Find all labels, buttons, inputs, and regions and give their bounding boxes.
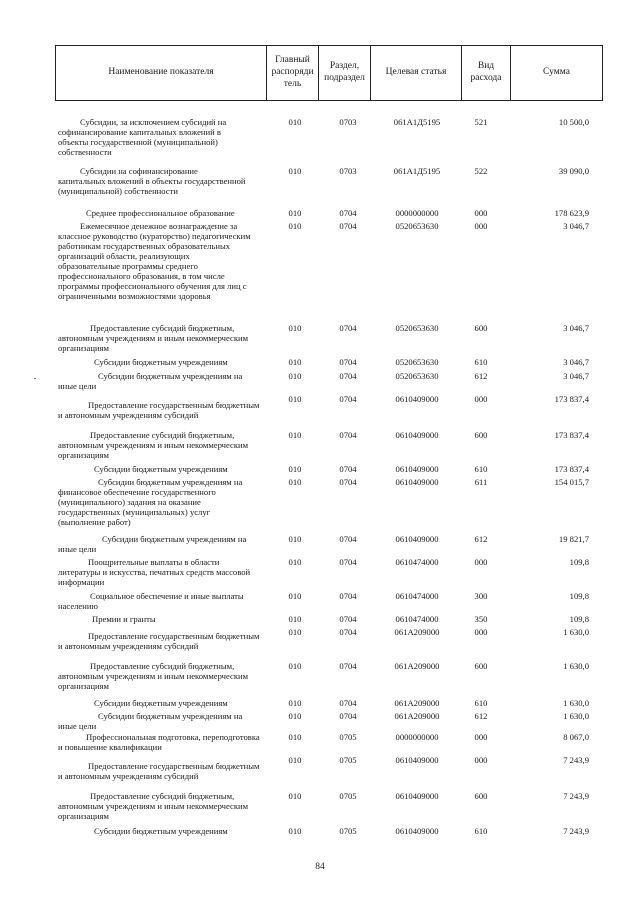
row-glavny: 010 bbox=[288, 166, 302, 176]
row-summa: 7 243,9 bbox=[563, 826, 589, 836]
row-celevaya: 0520653630 bbox=[395, 221, 439, 231]
row-summa: 173 837,4 bbox=[554, 430, 589, 440]
row-celevaya: 0610409000 bbox=[395, 755, 439, 765]
row-vid: 610 bbox=[474, 357, 488, 367]
row-glavny: 010 bbox=[288, 614, 302, 624]
row-glavny: 010 bbox=[288, 732, 302, 742]
row-summa: 1 630,0 bbox=[563, 711, 589, 721]
row-vid: 612 bbox=[474, 371, 488, 381]
row-vid: 600 bbox=[474, 323, 488, 333]
row-name: Предоставление субсидий бюджетным, автономным учреждениям и иным некоммерческим организациям bbox=[58, 430, 249, 460]
row-razdel: 0704 bbox=[339, 208, 357, 218]
row-name: Субсидии бюджетным учреждениям bbox=[94, 464, 228, 474]
row-summa: 3 046,7 bbox=[563, 221, 589, 231]
header-summa: Сумма bbox=[543, 67, 570, 78]
row-name: Субсидии, за исключением субсидий на софинансирование капитальных вложений в объекты государственной (муниципальной) собственности bbox=[58, 117, 227, 157]
header-glavny: Главный распоряди тель bbox=[267, 46, 319, 100]
row-glavny: 010 bbox=[288, 464, 302, 474]
row-razdel: 0704 bbox=[339, 323, 357, 333]
row-celevaya: 0610409000 bbox=[395, 430, 439, 440]
row-summa: 173 837,4 bbox=[554, 464, 589, 474]
row-glavny: 010 bbox=[288, 661, 302, 671]
row-summa: 109,8 bbox=[569, 614, 589, 624]
row-vid: 600 bbox=[474, 791, 488, 801]
row-glavny: 010 bbox=[288, 477, 302, 487]
row-celevaya: 0610409000 bbox=[395, 826, 439, 836]
row-celevaya: 0520653630 bbox=[395, 357, 439, 367]
row-name: Профессиональная подготовка, переподготовка и повышение квалификации bbox=[58, 732, 260, 752]
row-glavny: 010 bbox=[288, 534, 302, 544]
row-glavny: 010 bbox=[288, 221, 302, 231]
row-vid: 000 bbox=[474, 627, 488, 637]
row-razdel: 0703 bbox=[339, 166, 357, 176]
row-name: Субсидии бюджетным учреждениям bbox=[94, 826, 228, 836]
header-name: Наименование показателя bbox=[56, 46, 267, 100]
row-razdel: 0704 bbox=[339, 534, 357, 544]
row-razdel: 0705 bbox=[339, 732, 357, 742]
row-summa: 3 046,7 bbox=[563, 357, 589, 367]
row-vid: 600 bbox=[474, 661, 488, 671]
row-name: Предоставление субсидий бюджетным, автономным учреждениям и иным некоммерческим организациям bbox=[58, 323, 249, 353]
row-celevaya: 0610409000 bbox=[395, 464, 439, 474]
row-razdel: 0704 bbox=[339, 661, 357, 671]
row-name: Предоставление субсидий бюджетным, автономным учреждениям и иным некоммерческим организациям bbox=[58, 661, 249, 691]
row-celevaya: 0610474000 bbox=[395, 557, 439, 567]
row-razdel: 0705 bbox=[339, 791, 357, 801]
row-name: Субсидии бюджетным учреждениям на иные цели bbox=[58, 534, 247, 554]
row-glavny: 010 bbox=[288, 791, 302, 801]
row-celevaya: 0610409000 bbox=[395, 477, 439, 487]
row-name: Субсидии на софинансирование капитальных вложений в объекты государственной (муниципальной) собственности bbox=[58, 166, 246, 196]
row-celevaya: 061А1Д5195 bbox=[393, 166, 441, 176]
row-razdel: 0704 bbox=[339, 711, 357, 721]
page-number: 84 bbox=[315, 862, 325, 872]
row-summa: 1 630,0 bbox=[563, 661, 589, 671]
row-razdel: 0704 bbox=[339, 614, 357, 624]
row-razdel: 0704 bbox=[339, 557, 357, 567]
row-summa: 173 837,4 bbox=[554, 394, 589, 404]
header-celevaya: Целевая статья bbox=[371, 46, 462, 100]
row-vid: 610 bbox=[474, 698, 488, 708]
row-celevaya: 061А209000 bbox=[394, 711, 440, 721]
row-razdel: 0704 bbox=[339, 394, 357, 404]
row-vid: 521 bbox=[474, 117, 488, 127]
row-name: Ежемесячное денежное вознаграждение за классное руководство (кураторство) педагогическим работникам государственных образовательных организаций области, реализующих образовательные программы среднего профессионального образования, в том числе программы профессионального обучения для лиц с ограниченными возможностями здоровья bbox=[58, 221, 251, 301]
scan-speck bbox=[34, 378, 36, 379]
row-razdel: 0704 bbox=[339, 698, 357, 708]
row-celevaya: 0610409000 bbox=[395, 534, 439, 544]
row-name: Среднее профессиональное образование bbox=[86, 208, 235, 218]
row-glavny: 010 bbox=[288, 591, 302, 601]
row-celevaya: 061А209000 bbox=[394, 698, 440, 708]
row-summa: 39 090,0 bbox=[558, 166, 589, 176]
row-glavny: 010 bbox=[288, 627, 302, 637]
row-summa: 109,8 bbox=[569, 591, 589, 601]
row-name: Социальное обеспечение и иные выплаты населению bbox=[58, 591, 244, 611]
row-glavny: 010 bbox=[288, 755, 302, 765]
row-glavny: 010 bbox=[288, 117, 302, 127]
row-vid: 350 bbox=[474, 614, 488, 624]
row-celevaya: 0520653630 bbox=[395, 323, 439, 333]
row-vid: 610 bbox=[474, 464, 488, 474]
row-vid: 522 bbox=[474, 166, 488, 176]
header-vid: Вид расхода bbox=[462, 46, 511, 100]
row-celevaya: 061А1Д5195 bbox=[393, 117, 441, 127]
row-name: Субсидии бюджетным учреждениям bbox=[94, 698, 228, 708]
row-glavny: 010 bbox=[288, 394, 302, 404]
row-glavny: 010 bbox=[288, 826, 302, 836]
row-razdel: 0703 bbox=[339, 117, 357, 127]
row-summa: 154 015,7 bbox=[554, 477, 589, 487]
row-summa: 178 623,9 bbox=[554, 208, 589, 218]
row-summa: 1 630,0 bbox=[563, 627, 589, 637]
row-name: Субсидии бюджетным учреждениям на финансовое обеспечение государственного (муниципального) задания на оказание государственных (муниципальных) услуг (выполнение работ) bbox=[58, 477, 243, 527]
row-celevaya: 061А209000 bbox=[394, 627, 440, 637]
row-razdel: 0704 bbox=[339, 477, 357, 487]
row-vid: 300 bbox=[474, 591, 488, 601]
row-name: Предоставление государственным бюджетным и автономным учреждениям субсидий bbox=[58, 761, 260, 781]
row-name: Субсидии бюджетным учреждениям на иные цели bbox=[58, 371, 243, 391]
row-vid: 000 bbox=[474, 394, 488, 404]
row-summa: 3 046,7 bbox=[563, 371, 589, 381]
row-name: Поощрительные выплаты в области литературы и искусства, печатных средств массовой информации bbox=[58, 557, 251, 587]
row-razdel: 0704 bbox=[339, 430, 357, 440]
row-vid: 612 bbox=[474, 534, 488, 544]
row-razdel: 0704 bbox=[339, 464, 357, 474]
row-razdel: 0704 bbox=[339, 591, 357, 601]
row-glavny: 010 bbox=[288, 357, 302, 367]
row-vid: 000 bbox=[474, 732, 488, 742]
row-summa: 1 630,0 bbox=[563, 698, 589, 708]
row-celevaya: 0610409000 bbox=[395, 791, 439, 801]
row-glavny: 010 bbox=[288, 323, 302, 333]
row-vid: 610 bbox=[474, 826, 488, 836]
row-razdel: 0705 bbox=[339, 755, 357, 765]
row-summa: 7 243,9 bbox=[563, 791, 589, 801]
row-razdel: 0705 bbox=[339, 826, 357, 836]
row-glavny: 010 bbox=[288, 711, 302, 721]
row-celevaya: 061А209000 bbox=[394, 661, 440, 671]
row-glavny: 010 bbox=[288, 208, 302, 218]
header-razdel: Раздел, подраздел bbox=[319, 46, 371, 100]
row-vid: 000 bbox=[474, 755, 488, 765]
row-celevaya: 0000000000 bbox=[395, 732, 439, 742]
row-vid: 000 bbox=[474, 208, 488, 218]
row-name: Премии и гранты bbox=[92, 614, 156, 624]
row-glavny: 010 bbox=[288, 557, 302, 567]
row-name: Субсидии бюджетным учреждениям на иные цели bbox=[58, 711, 243, 731]
row-razdel: 0704 bbox=[339, 371, 357, 381]
row-name: Предоставление субсидий бюджетным, автономным учреждениям и иным некоммерческим организациям bbox=[58, 791, 249, 821]
row-glavny: 010 bbox=[288, 371, 302, 381]
row-vid: 600 bbox=[474, 430, 488, 440]
row-vid: 611 bbox=[474, 477, 488, 487]
row-vid: 612 bbox=[474, 711, 488, 721]
row-razdel: 0704 bbox=[339, 357, 357, 367]
row-glavny: 010 bbox=[288, 698, 302, 708]
row-vid: 000 bbox=[474, 221, 488, 231]
row-celevaya: 0610474000 bbox=[395, 614, 439, 624]
row-summa: 7 243,9 bbox=[563, 755, 589, 765]
row-name: Предоставление государственным бюджетным и автономным учреждениям субсидий bbox=[58, 400, 260, 420]
row-razdel: 0704 bbox=[339, 221, 357, 231]
row-vid: 000 bbox=[474, 557, 488, 567]
row-celevaya: 0520653630 bbox=[395, 371, 439, 381]
row-celevaya: 0610474000 bbox=[395, 591, 439, 601]
row-summa: 19 821,7 bbox=[558, 534, 589, 544]
row-name: Субсидии бюджетным учреждениям bbox=[94, 357, 228, 367]
row-summa: 3 046,7 bbox=[563, 323, 589, 333]
row-celevaya: 0000000000 bbox=[395, 208, 439, 218]
row-summa: 8 067,0 bbox=[563, 732, 589, 742]
row-summa: 109,8 bbox=[569, 557, 589, 567]
row-summa: 10 500,0 bbox=[558, 117, 589, 127]
row-name: Предоставление государственным бюджетным и автономным учреждениям субсидий bbox=[58, 631, 260, 651]
row-celevaya: 0610409000 bbox=[395, 394, 439, 404]
row-glavny: 010 bbox=[288, 430, 302, 440]
row-razdel: 0704 bbox=[339, 627, 357, 637]
